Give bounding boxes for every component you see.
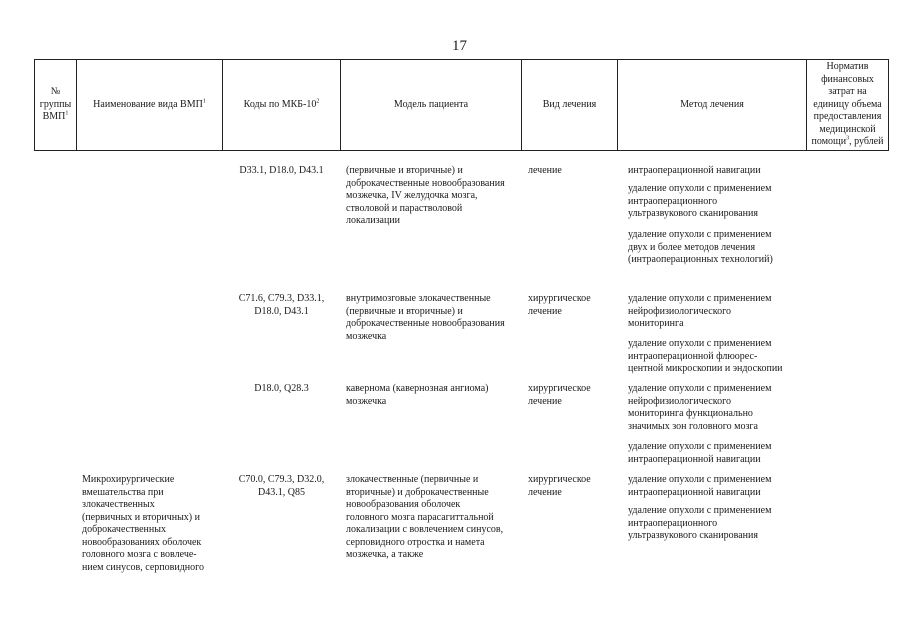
- treatment-method: удаление опухоли с применением интраоперационного ультразвукового сканирования: [628, 505, 772, 541]
- icd-codes: C71.6, C79.3, D33.1, D18.0, D43.1: [238, 293, 325, 317]
- patient-model: (первичные и вторичные) и доброкачественные новообразования мозжечка, IV желудочка мозга, стволовой и парастволовой локализации: [346, 165, 505, 226]
- header-group-number: № группы ВМП$^1$: [39, 86, 72, 123]
- patient-model: внутримозговые злокачественные (первичные и вторичные) и доброкачественные новообразования мозжечка: [346, 293, 505, 342]
- icd-codes: D33.1, D18.0, D43.1: [239, 165, 324, 176]
- treatment-type: хирургическое лечение: [528, 383, 591, 407]
- patient-model: злокачественные (первичные и вторичные) и доброкачественные новообразования оболочек головного мозга парасагиттальной локализации с вовлечением синусов, серповидного отростка и намета мозжечка, а также: [346, 474, 504, 560]
- header-bottom-border: [34, 150, 889, 151]
- treatment-method: удаление опухоли с применением нейрофизиологического мониторинга: [628, 293, 772, 329]
- treatment-method: удаление опухоли с применением интраоперационной навигации: [628, 474, 772, 498]
- page-number: 17: [452, 38, 467, 54]
- treatment-method: удаление опухоли с применением интраоперационной флюорес- центной микроскопии и эндоскопии: [628, 338, 783, 374]
- icd-codes: D18.0, Q28.3: [254, 383, 309, 394]
- header-divider: [888, 59, 889, 151]
- treatment-type: хирургическое лечение: [528, 293, 591, 317]
- header-treatment-method: Метод лечения: [680, 98, 744, 110]
- treatment-method: удаление опухоли с применением двух и более методов лечения (интраоперационных технологий): [628, 229, 773, 265]
- header-vmp-name: Наименование вида ВМП$^1$: [93, 98, 206, 110]
- treatment-method: удаление опухоли с применением интраоперационной навигации: [628, 441, 772, 465]
- icd-codes: C70.0, C79.3, D32.0, D43.1, Q85: [238, 474, 325, 498]
- treatment-method: удаление опухоли с применением нейрофизиологического мониторинга функционально значимых зон головного мозга: [628, 383, 772, 432]
- header-cost-norm: Норматив финансовых затрат на единицу объема предоставления медицинской помощи$^3$, рублей: [811, 61, 884, 147]
- header-icd-codes: Коды по МКБ-$10^2$: [243, 98, 320, 110]
- treatment-method: удаление опухоли с применением интраоперационного ультразвукового сканирования: [628, 183, 772, 219]
- header-patient-model: Модель пациента: [393, 98, 469, 110]
- header-treatment-type: Вид лечения: [542, 98, 597, 110]
- treatment-method: интраоперационной навигации: [628, 165, 761, 176]
- treatment-type: хирургическое лечение: [528, 474, 591, 498]
- vmp-name: Микрохирургические вмешательства при злокачественных (первичных и вторичных) и доброкачественных новообразованиях оболочек головного мозга с вовлече- нием синусов, серповидного: [82, 474, 204, 573]
- treatment-type: лечение: [528, 165, 562, 176]
- patient-model: кавернома (кавернозная ангиома) мозжечка: [346, 383, 489, 407]
